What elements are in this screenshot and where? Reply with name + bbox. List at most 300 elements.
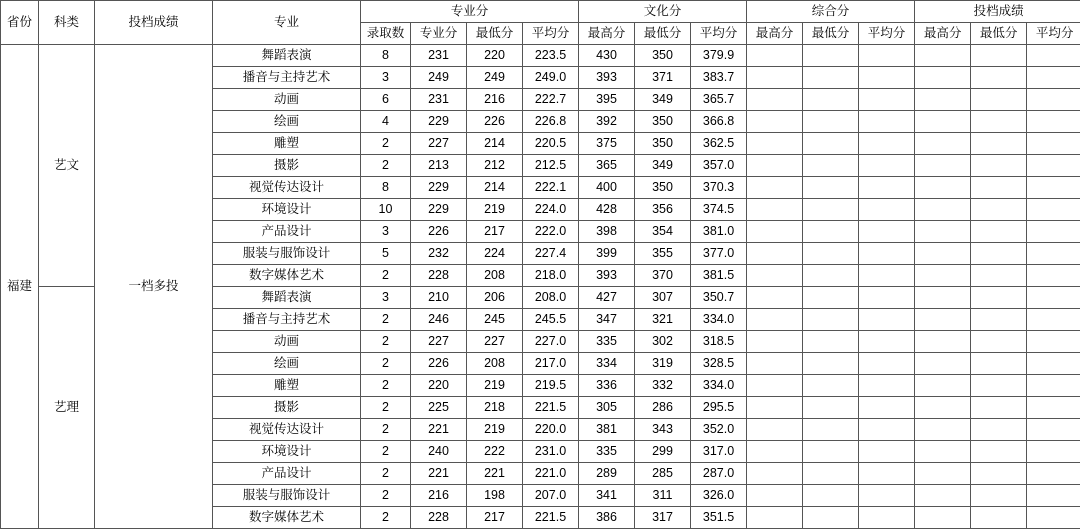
header-major-min: 最低分	[467, 23, 523, 45]
cell-major: 环境设计	[213, 441, 361, 463]
cell-major-score: 221	[411, 463, 467, 485]
cell-composite-min	[803, 375, 859, 397]
cell-file-max	[915, 287, 971, 309]
cell-enroll-count: 6	[361, 89, 411, 111]
cell-major-min: 226	[467, 111, 523, 133]
cell-file-avg	[1027, 133, 1080, 155]
cell-culture-max: 381	[579, 419, 635, 441]
cell-file-avg	[1027, 287, 1080, 309]
header-row-groups	[1, 1, 1080, 23]
cell-major: 播音与主持艺术	[213, 309, 361, 331]
cell-major: 视觉传达设计	[213, 419, 361, 441]
cell-enroll-count: 2	[361, 309, 411, 331]
cell-major-min: 249	[467, 67, 523, 89]
cell-major-min: 214	[467, 133, 523, 155]
cell-enroll-count: 2	[361, 331, 411, 353]
cell-major-avg: 217.0	[523, 353, 579, 375]
cell-composite-max	[747, 485, 803, 507]
cell-major-avg: 207.0	[523, 485, 579, 507]
header-file-avg: 平均分	[1027, 23, 1080, 45]
cell-file-max	[915, 353, 971, 375]
cell-enroll-count: 2	[361, 463, 411, 485]
cell-composite-min	[803, 155, 859, 177]
cell-major-avg: 249.0	[523, 67, 579, 89]
cell-enroll-count: 2	[361, 155, 411, 177]
cell-major-avg: 221.5	[523, 397, 579, 419]
cell-admission: 一档多投	[95, 45, 213, 529]
cell-major-avg: 224.0	[523, 199, 579, 221]
cell-culture-max: 386	[579, 507, 635, 529]
cell-major: 雕塑	[213, 133, 361, 155]
cell-composite-max	[747, 177, 803, 199]
cell-major-min: 219	[467, 375, 523, 397]
cell-major-score: 246	[411, 309, 467, 331]
cell-major-min: 221	[467, 463, 523, 485]
cell-composite-avg	[859, 155, 915, 177]
cell-composite-min	[803, 287, 859, 309]
cell-enroll-count: 10	[361, 199, 411, 221]
cell-composite-max	[747, 507, 803, 529]
cell-major: 绘画	[213, 111, 361, 133]
cell-composite-min	[803, 67, 859, 89]
cell-culture-min: 321	[635, 309, 691, 331]
cell-file-max	[915, 485, 971, 507]
cell-culture-max: 393	[579, 67, 635, 89]
cell-file-avg	[1027, 67, 1080, 89]
cell-file-max	[915, 309, 971, 331]
header-file-min: 最低分	[971, 23, 1027, 45]
cell-composite-max	[747, 463, 803, 485]
cell-enroll-count: 2	[361, 353, 411, 375]
cell-composite-max	[747, 375, 803, 397]
cell-major: 播音与主持艺术	[213, 67, 361, 89]
cell-major-avg: 219.5	[523, 375, 579, 397]
cell-culture-min: 311	[635, 485, 691, 507]
cell-file-min	[971, 397, 1027, 419]
table-body	[1, 45, 1080, 529]
cell-culture-avg: 326.0	[691, 485, 747, 507]
cell-culture-avg: 379.9	[691, 45, 747, 67]
cell-major: 绘画	[213, 353, 361, 375]
header-composite-min: 最低分	[803, 23, 859, 45]
cell-major-avg: 220.5	[523, 133, 579, 155]
cell-file-avg	[1027, 507, 1080, 529]
cell-major-min: 227	[467, 331, 523, 353]
cell-culture-max: 392	[579, 111, 635, 133]
cell-composite-max	[747, 397, 803, 419]
cell-file-avg	[1027, 243, 1080, 265]
cell-file-avg	[1027, 353, 1080, 375]
cell-file-min	[971, 199, 1027, 221]
cell-major-score: 232	[411, 243, 467, 265]
cell-culture-avg: 317.0	[691, 441, 747, 463]
cell-composite-max	[747, 353, 803, 375]
cell-major: 服装与服饰设计	[213, 243, 361, 265]
cell-culture-max: 341	[579, 485, 635, 507]
cell-culture-min: 355	[635, 243, 691, 265]
header-group-culture-score: 文化分	[579, 1, 747, 23]
cell-file-avg	[1027, 375, 1080, 397]
cell-culture-max: 398	[579, 221, 635, 243]
cell-culture-max: 395	[579, 89, 635, 111]
header-major: 专业	[213, 1, 361, 45]
cell-enroll-count: 2	[361, 397, 411, 419]
cell-culture-avg: 334.0	[691, 375, 747, 397]
cell-composite-max	[747, 155, 803, 177]
cell-file-max	[915, 397, 971, 419]
cell-file-min	[971, 485, 1027, 507]
cell-file-max	[915, 463, 971, 485]
cell-culture-max: 347	[579, 309, 635, 331]
cell-major-score: 249	[411, 67, 467, 89]
header-culture-max: 最高分	[579, 23, 635, 45]
cell-composite-min	[803, 331, 859, 353]
cell-file-min	[971, 507, 1027, 529]
cell-major-avg: 222.7	[523, 89, 579, 111]
cell-composite-avg	[859, 89, 915, 111]
cell-composite-avg	[859, 265, 915, 287]
cell-culture-min: 350	[635, 133, 691, 155]
cell-file-min	[971, 353, 1027, 375]
cell-composite-max	[747, 111, 803, 133]
cell-enroll-count: 3	[361, 287, 411, 309]
cell-composite-max	[747, 45, 803, 67]
cell-enroll-count: 3	[361, 67, 411, 89]
cell-major-score: 226	[411, 353, 467, 375]
cell-major-avg: 223.5	[523, 45, 579, 67]
cell-major-min: 208	[467, 265, 523, 287]
cell-file-max	[915, 441, 971, 463]
cell-culture-avg: 381.5	[691, 265, 747, 287]
cell-major: 环境设计	[213, 199, 361, 221]
cell-major-min: 219	[467, 419, 523, 441]
cell-file-min	[971, 375, 1027, 397]
cell-culture-avg: 318.5	[691, 331, 747, 353]
cell-major-min: 219	[467, 199, 523, 221]
cell-major-avg: 221.0	[523, 463, 579, 485]
cell-major-score: 229	[411, 111, 467, 133]
cell-culture-avg: 374.5	[691, 199, 747, 221]
cell-composite-max	[747, 199, 803, 221]
cell-major-min: 212	[467, 155, 523, 177]
header-group-composite-score: 综合分	[747, 1, 915, 23]
cell-culture-avg: 370.3	[691, 177, 747, 199]
cell-culture-min: 286	[635, 397, 691, 419]
cell-file-max	[915, 45, 971, 67]
cell-enroll-count: 2	[361, 265, 411, 287]
cell-file-min	[971, 287, 1027, 309]
cell-file-min	[971, 331, 1027, 353]
cell-major: 摄影	[213, 155, 361, 177]
cell-composite-avg	[859, 397, 915, 419]
cell-major: 动画	[213, 331, 361, 353]
cell-culture-max: 336	[579, 375, 635, 397]
header-composite-max: 最高分	[747, 23, 803, 45]
cell-major-score: 225	[411, 397, 467, 419]
cell-file-max	[915, 419, 971, 441]
header-culture-avg: 平均分	[691, 23, 747, 45]
cell-file-min	[971, 419, 1027, 441]
cell-file-avg	[1027, 309, 1080, 331]
cell-major-score: 216	[411, 485, 467, 507]
cell-culture-avg: 381.0	[691, 221, 747, 243]
cell-major-score: 240	[411, 441, 467, 463]
cell-culture-avg: 351.5	[691, 507, 747, 529]
cell-file-avg	[1027, 419, 1080, 441]
cell-composite-avg	[859, 463, 915, 485]
cell-file-min	[971, 243, 1027, 265]
cell-composite-max	[747, 265, 803, 287]
cell-enroll-count: 3	[361, 221, 411, 243]
cell-file-max	[915, 331, 971, 353]
cell-file-min	[971, 155, 1027, 177]
cell-composite-min	[803, 463, 859, 485]
cell-composite-min	[803, 45, 859, 67]
cell-major: 服装与服饰设计	[213, 485, 361, 507]
cell-composite-min	[803, 353, 859, 375]
cell-major-score: 227	[411, 133, 467, 155]
cell-file-max	[915, 243, 971, 265]
cell-composite-max	[747, 309, 803, 331]
cell-major: 摄影	[213, 397, 361, 419]
cell-major-score: 228	[411, 507, 467, 529]
cell-major-min: 245	[467, 309, 523, 331]
cell-composite-min	[803, 177, 859, 199]
cell-major-score: 226	[411, 221, 467, 243]
cell-composite-avg	[859, 507, 915, 529]
cell-major-min: 217	[467, 221, 523, 243]
cell-file-min	[971, 177, 1027, 199]
cell-major-score: 231	[411, 45, 467, 67]
cell-file-max	[915, 67, 971, 89]
cell-major-avg: 221.5	[523, 507, 579, 529]
cell-file-avg	[1027, 397, 1080, 419]
cell-culture-avg: 357.0	[691, 155, 747, 177]
cell-major-avg: 222.1	[523, 177, 579, 199]
cell-culture-max: 335	[579, 441, 635, 463]
cell-major-avg: 208.0	[523, 287, 579, 309]
cell-composite-max	[747, 67, 803, 89]
cell-composite-avg	[859, 375, 915, 397]
cell-culture-min: 350	[635, 177, 691, 199]
cell-culture-avg: 377.0	[691, 243, 747, 265]
cell-composite-avg	[859, 287, 915, 309]
cell-file-max	[915, 375, 971, 397]
cell-culture-avg: 334.0	[691, 309, 747, 331]
cell-enroll-count: 2	[361, 485, 411, 507]
cell-major-score: 229	[411, 199, 467, 221]
cell-enroll-count: 2	[361, 419, 411, 441]
cell-major-avg: 227.4	[523, 243, 579, 265]
cell-file-avg	[1027, 111, 1080, 133]
cell-culture-avg: 366.8	[691, 111, 747, 133]
cell-culture-min: 285	[635, 463, 691, 485]
cell-culture-min: 350	[635, 45, 691, 67]
cell-major-score: 220	[411, 375, 467, 397]
cell-major-min: 224	[467, 243, 523, 265]
cell-composite-min	[803, 199, 859, 221]
cell-major-score: 210	[411, 287, 467, 309]
cell-composite-min	[803, 419, 859, 441]
cell-file-avg	[1027, 441, 1080, 463]
cell-culture-avg: 383.7	[691, 67, 747, 89]
cell-major-score: 228	[411, 265, 467, 287]
cell-major-avg: 226.8	[523, 111, 579, 133]
cell-major-min: 222	[467, 441, 523, 463]
header-major-avg: 平均分	[523, 23, 579, 45]
cell-composite-avg	[859, 67, 915, 89]
header-category: 科类	[39, 1, 95, 45]
cell-composite-min	[803, 507, 859, 529]
cell-major-min: 198	[467, 485, 523, 507]
cell-culture-min: 302	[635, 331, 691, 353]
cell-file-max	[915, 507, 971, 529]
cell-culture-min: 343	[635, 419, 691, 441]
cell-composite-avg	[859, 485, 915, 507]
cell-culture-min: 349	[635, 89, 691, 111]
cell-composite-min	[803, 265, 859, 287]
cell-culture-avg: 362.5	[691, 133, 747, 155]
cell-file-max	[915, 133, 971, 155]
cell-major-score: 213	[411, 155, 467, 177]
cell-category: 艺理	[39, 287, 95, 529]
cell-composite-min	[803, 243, 859, 265]
cell-file-avg	[1027, 463, 1080, 485]
cell-major: 数字媒体艺术	[213, 265, 361, 287]
cell-major-min: 206	[467, 287, 523, 309]
cell-province: 福建	[1, 45, 39, 529]
header-culture-min: 最低分	[635, 23, 691, 45]
cell-composite-avg	[859, 309, 915, 331]
cell-file-min	[971, 67, 1027, 89]
cell-composite-avg	[859, 441, 915, 463]
cell-culture-min: 350	[635, 111, 691, 133]
cell-composite-avg	[859, 111, 915, 133]
cell-file-max	[915, 265, 971, 287]
cell-file-max	[915, 177, 971, 199]
cell-culture-min: 319	[635, 353, 691, 375]
cell-major-min: 214	[467, 177, 523, 199]
cell-culture-max: 400	[579, 177, 635, 199]
cell-culture-min: 356	[635, 199, 691, 221]
cell-culture-avg: 287.0	[691, 463, 747, 485]
cell-file-avg	[1027, 485, 1080, 507]
cell-major-score: 229	[411, 177, 467, 199]
header-composite-avg: 平均分	[859, 23, 915, 45]
cell-composite-avg	[859, 177, 915, 199]
cell-major-avg: 231.0	[523, 441, 579, 463]
cell-major-avg: 218.0	[523, 265, 579, 287]
cell-file-avg	[1027, 155, 1080, 177]
cell-culture-avg: 352.0	[691, 419, 747, 441]
header-group-file-score: 投档成绩	[915, 1, 1080, 23]
cell-enroll-count: 2	[361, 375, 411, 397]
cell-major: 动画	[213, 89, 361, 111]
cell-culture-min: 370	[635, 265, 691, 287]
cell-culture-max: 393	[579, 265, 635, 287]
cell-file-max	[915, 199, 971, 221]
cell-composite-avg	[859, 331, 915, 353]
cell-culture-max: 334	[579, 353, 635, 375]
cell-file-min	[971, 133, 1027, 155]
cell-major-min: 208	[467, 353, 523, 375]
cell-file-avg	[1027, 45, 1080, 67]
cell-composite-avg	[859, 45, 915, 67]
cell-file-max	[915, 111, 971, 133]
cell-culture-min: 371	[635, 67, 691, 89]
cell-culture-min: 299	[635, 441, 691, 463]
cell-culture-avg: 350.7	[691, 287, 747, 309]
header-group-major-score: 专业分	[361, 1, 579, 23]
cell-file-min	[971, 441, 1027, 463]
cell-enroll-count: 2	[361, 133, 411, 155]
cell-category: 艺文	[39, 45, 95, 287]
table-header	[1, 1, 1080, 45]
cell-culture-max: 335	[579, 331, 635, 353]
header-province: 省份	[1, 1, 39, 45]
cell-major: 视觉传达设计	[213, 177, 361, 199]
cell-file-min	[971, 463, 1027, 485]
header-admission: 投档成绩	[95, 1, 213, 45]
cell-file-avg	[1027, 89, 1080, 111]
cell-culture-min: 307	[635, 287, 691, 309]
cell-enroll-count: 4	[361, 111, 411, 133]
cell-enroll-count: 8	[361, 45, 411, 67]
cell-major: 雕塑	[213, 375, 361, 397]
cell-file-min	[971, 265, 1027, 287]
cell-major-avg: 220.0	[523, 419, 579, 441]
cell-major: 舞蹈表演	[213, 45, 361, 67]
cell-major: 舞蹈表演	[213, 287, 361, 309]
header-enroll-count: 录取数	[361, 23, 411, 45]
cell-culture-min: 354	[635, 221, 691, 243]
cell-enroll-count: 2	[361, 441, 411, 463]
cell-composite-min	[803, 221, 859, 243]
cell-major-min: 217	[467, 507, 523, 529]
cell-file-min	[971, 111, 1027, 133]
cell-enroll-count: 5	[361, 243, 411, 265]
cell-composite-avg	[859, 133, 915, 155]
cell-major-avg: 222.0	[523, 221, 579, 243]
cell-major-min: 218	[467, 397, 523, 419]
cell-composite-max	[747, 441, 803, 463]
cell-major: 产品设计	[213, 463, 361, 485]
table-row	[1, 45, 1080, 67]
cell-file-avg	[1027, 199, 1080, 221]
cell-major-min: 216	[467, 89, 523, 111]
cell-file-max	[915, 89, 971, 111]
cell-culture-max: 365	[579, 155, 635, 177]
cell-composite-avg	[859, 243, 915, 265]
cell-major: 数字媒体艺术	[213, 507, 361, 529]
cell-major-avg: 227.0	[523, 331, 579, 353]
cell-composite-min	[803, 133, 859, 155]
cell-composite-max	[747, 133, 803, 155]
cell-file-min	[971, 221, 1027, 243]
cell-composite-max	[747, 221, 803, 243]
cell-enroll-count: 8	[361, 177, 411, 199]
cell-file-max	[915, 221, 971, 243]
cell-major-score: 221	[411, 419, 467, 441]
cell-major-avg: 245.5	[523, 309, 579, 331]
cell-composite-avg	[859, 221, 915, 243]
cell-file-avg	[1027, 265, 1080, 287]
cell-composite-max	[747, 89, 803, 111]
cell-file-min	[971, 89, 1027, 111]
cell-composite-avg	[859, 419, 915, 441]
cell-file-avg	[1027, 221, 1080, 243]
cell-file-min	[971, 45, 1027, 67]
